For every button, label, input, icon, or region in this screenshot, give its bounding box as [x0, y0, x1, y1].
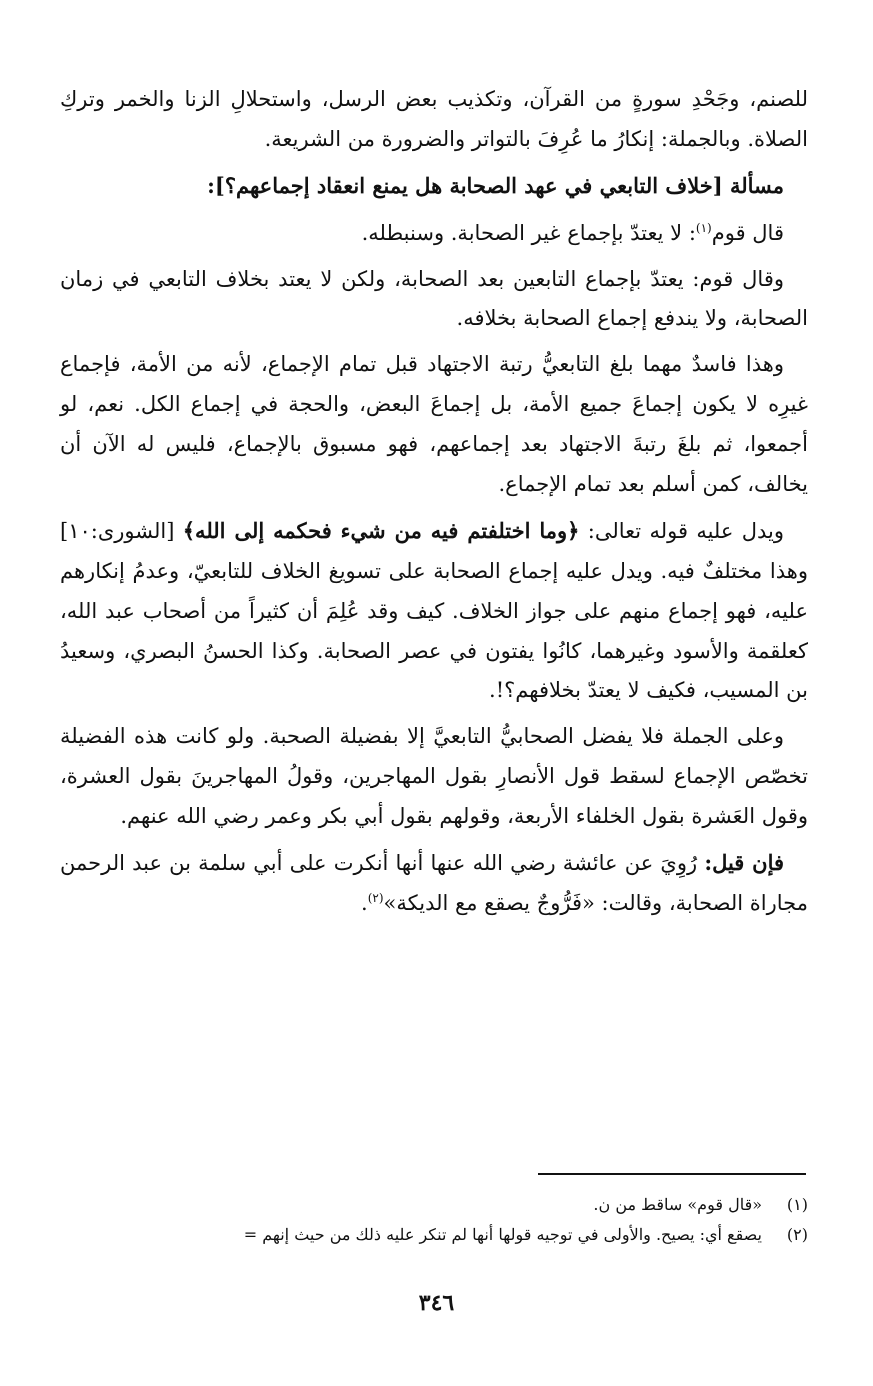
paragraph-1-rest: : لا يعتدّ بإجماع غير الصحابة. وسنبطله. [361, 220, 696, 245]
paragraph-2: وقال قوم: يعتدّ بإجماع التابعين بعد الصحابة، ولكن لا يعتد بخلاف التابعي في زمان الصحابة، ولا يندفع إجماع الصحابة بخلافه. [60, 266, 808, 331]
paragraph-1 [60, 214, 808, 254]
section-heading: مسألة [خلاف التابعي في عهد الصحابة هل يمنع انعقاد إجماعهم؟]: [207, 172, 784, 198]
page-body [60, 80, 808, 1310]
paragraph-1-lead: قال قوم [711, 220, 784, 245]
paragraph-6 [60, 843, 808, 924]
paragraph-continuation: للصنم، وجَحْدِ سورةٍ من القرآن، وتكذيب بعض الرسل، واستحلالِ الزنا والخمر وتركِ الصلاة. وبالجملة: إنكارُ ما عُرِفَ بالتواتر والضرورة من الشريعة. [60, 87, 808, 151]
footnote-text: «قال قوم» ساقط من ن. [593, 1195, 762, 1214]
paragraph-4 [60, 511, 808, 711]
footnote-number: (٢) [786, 1225, 808, 1245]
paragraph-6-end: . [361, 890, 368, 915]
paragraph-4-lead: ويدل عليه قوله تعالى: [579, 518, 784, 543]
quran-verse: ﴿وما اختلفتم فيه من شيء فحكمه إلى الله﴾ [182, 517, 580, 543]
paragraph-6-lead: فإن قيل: [704, 850, 785, 876]
footnote-2 [58, 1220, 808, 1250]
paragraph-4-rest: [الشورى:١٠] وهذا مختلفٌ فيه. ويدل عليه إجماع الصحابة على تسويغ الخلاف للتابعيّ، وعدمُ إنكارهم عليه، فهو إجماع منهم على جواز الخلاف. كيف وقد عُلِمَ أن كثيراً من أصحاب عبد الله، كعلقمة والأسود وغيرهما، كانُوا يفتون في عصر الصحابة. وكذا الحسنُ البصري، وسعيدُ بن المسيب، فكيف لا يعتدّ بخلافهم؟!. [60, 518, 808, 703]
footnote-ref-1: (١) [695, 220, 712, 235]
paragraph-5: وعلى الجملة فلا يفضل الصحابيُّ التابعيَّ إلا بفضيلة الصحبة. ولو كانت هذه الفضيلة تخصّص الإجماع لسقط قول الأنصارِ بقول المهاجرين، وقولُ المهاجرينَ بقول العشرة، وقول العَشرة بقول الخلفاء الأربعة، وقولهم بقول أبي بكر وعمر رضي الله عنهم. [60, 724, 808, 829]
footnote-1 [58, 1190, 808, 1220]
footnote-number: (١) [786, 1195, 808, 1214]
footnote-text: يصقع أي: يصيح. والأولى في توجيه قولها أنها لم تنكر عليه ذلك من حيث إنهم = [243, 1225, 762, 1245]
paragraph-3: وهذا فاسدٌ مهما بلغ التابعيُّ رتبة الاجتهاد قبل تمام الإجماع، لأنه من الأمة، فإجماع غيرِه لا يكون إجماعَ جميع الأمة، بل إجماعَ البعض، والحجة في إجماع الكل. نعم، لو أجمعوا، ثم بلغَ رتبةَ الاجتهاد بعد إجماعهم، فهو مسبوق بالإجماع، فليس له الآن أن يخالف، كمن أسلم بعد تمام الإجماع. [60, 352, 808, 497]
footnote-ref-2: (٢) [367, 890, 384, 905]
page-number: ٣٤٦ [418, 1290, 455, 1316]
footnotes [58, 1190, 808, 1251]
paragraph-6-text: رُوِيَ عن عائشة رضي الله عنها أنها أنكرت على أبي سلمة بن عبد الرحمن مجاراة الصحابة، وقالت: «فَرُّوجٌ يصقع مع الديكة» [60, 851, 808, 915]
